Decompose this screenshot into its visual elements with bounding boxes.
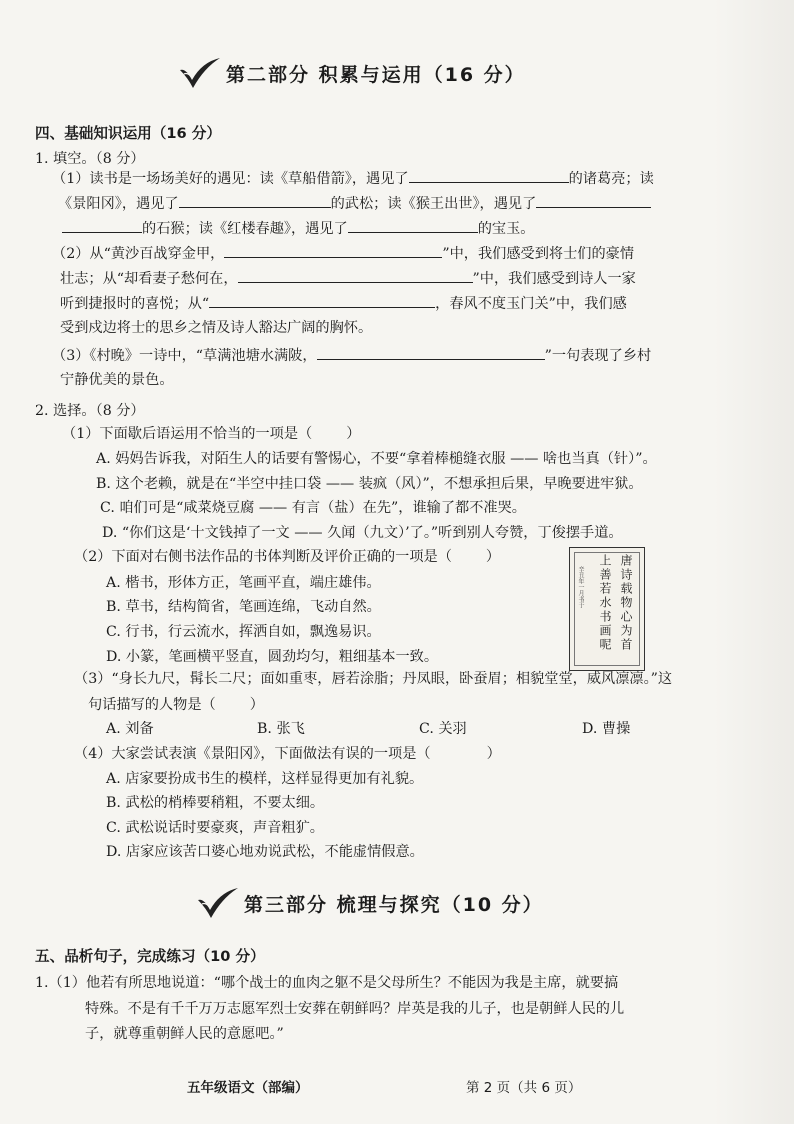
q1-item1-text: （1）读书是一场场美好的遇见：读《草船借箭》，遇见了	[52, 171, 409, 187]
fill-blank-1[interactable]	[409, 168, 569, 183]
q1-item1-text: 的诸葛亮；读	[568, 171, 654, 187]
q1-item1-text: 的宝玉。	[477, 221, 535, 237]
scan-shadow	[714, 0, 794, 1124]
section5-q1-line1: 1.（1）他若有所思地说道：“哪个战士的血肉之躯不是父母所生？不能因为我是主席，就要搞	[35, 975, 619, 991]
section5-q1-line3: 子，就尊重朝鲜人民的意愿吧。”	[85, 1026, 284, 1042]
q1-item2-text: ”中，我们感受到诗人一家	[472, 271, 636, 287]
q1-item1-line3	[62, 218, 534, 239]
q2-s1-stem-text: ）	[346, 426, 361, 442]
q2-s4-stem-text: ）	[486, 746, 501, 762]
part2-title: 第二部分 积累与运用（16 分）	[226, 63, 526, 86]
section5-q1-line2: 特殊。不是有千千万万志愿军烈士安葬在朝鲜吗？岸英是我的儿子，也是朝鲜人民的儿	[85, 1001, 625, 1017]
section5-heading: 五、品析句子，完成练习（10 分）	[35, 948, 265, 965]
q2-s4-option-d: D. 店家应该苦口婆心地劝说武松，不能虚情假意。	[106, 844, 424, 860]
q2-s4-option-a: A. 店家要扮成书生的模样，这样显得更加有礼貌。	[106, 771, 424, 787]
fill-blank-5[interactable]	[224, 243, 442, 258]
fill-blank-3b[interactable]	[62, 218, 142, 233]
q2-s2-option-c: C. 行书，行云流水，挥洒自如，飘逸易识。	[106, 624, 381, 640]
footer-page-number: 第 2 页（共 6 页）	[466, 1080, 582, 1096]
calligraphy-artwork	[569, 547, 645, 671]
fill-blank-7[interactable]	[209, 293, 435, 308]
q2-s1-stem	[62, 424, 360, 444]
q2-s4-stem-text: （4）大家尝试表演《景阳冈》，下面做法有误的一项是（	[74, 746, 431, 762]
q2-s3-stem-text: ）	[249, 697, 264, 713]
checkmark-icon	[196, 886, 240, 920]
q1-item2-line3	[60, 293, 627, 314]
part3-banner	[196, 886, 544, 920]
q2-s1-option-d: D. “你们这是‘十文钱掉了一文 —— 久闻（九文）’了。”听到别人夸赞，丁俊摆手道。	[102, 525, 623, 541]
q1-item2-text: （2）从“黄沙百战穿金甲，	[52, 246, 225, 262]
q2-s4-option-b: B. 武松的梢棒要稍粗，不要太细。	[106, 795, 325, 811]
q2-s2-option-b: B. 草书，结构简省，笔画连绵，飞动自然。	[106, 599, 381, 615]
q2-s4-option-c: C. 武松说话时要豪爽，声音粗犷。	[106, 820, 324, 836]
calligraphy-text: 上善若水	[598, 554, 612, 610]
q2-s2-option-a: A. 楷书，形体方正，笔画平直，端庄雄伟。	[106, 575, 381, 591]
fill-blank-3[interactable]	[536, 193, 651, 208]
calligraphy-column-1	[618, 554, 633, 652]
calligraphy-text: 心为首	[619, 610, 633, 652]
q2-s2-stem	[74, 547, 500, 567]
q1-item2-line1	[52, 243, 634, 264]
q2-s1-option-c: C. 咱们可是“咸菜烧豆腐 —— 有言（盐）在先”，谁输了都不准哭。	[100, 500, 526, 516]
q1-item2-line4: 受到戍边将士的思乡之情及诗人豁达广阔的胸怀。	[60, 320, 373, 336]
calligraphy-column-2	[597, 554, 612, 652]
calligraphy-inscription: 辛丑年一月书于	[577, 566, 584, 608]
q2-s3-option-b: B. 张飞	[257, 721, 305, 737]
q2-s2-stem-text: （2）下面对右侧书法作品的书体判断及评价正确的一项是（	[74, 549, 452, 565]
q1-item3-text: （3）《村晚》一诗中，“草满池塘水满陂，	[52, 348, 317, 364]
q2-s3-option-c: C. 关羽	[419, 721, 467, 737]
q2-s4-stem	[74, 744, 501, 764]
section4-heading: 四、基础知识运用（16 分）	[35, 125, 221, 142]
q2-label: 2. 选择。（8 分）	[35, 403, 145, 419]
q1-item1-line1	[52, 168, 654, 189]
q1-item3-text: ”一句表现了乡村	[544, 348, 652, 364]
q2-s3-option-d: D. 曹操	[582, 721, 631, 737]
q2-s2-stem-text: ）	[485, 549, 501, 565]
q2-s3-option-a: A. 刘备	[106, 721, 154, 737]
part3-title: 第三部分 梳理与探究（10 分）	[244, 893, 544, 916]
q1-label: 1. 填空。（8 分）	[35, 151, 145, 167]
q1-item2-text: ，春风不度玉门关”中，我们感	[435, 296, 627, 312]
calligraphy-text: 唐诗载物	[619, 554, 633, 610]
q1-item2-text: ”中，我们感受到将士们的豪情	[442, 246, 635, 262]
fill-blank-4[interactable]	[348, 218, 478, 233]
q1-item2-line2	[60, 268, 636, 289]
fill-blank-2[interactable]	[179, 193, 331, 208]
part2-banner	[178, 56, 526, 90]
footer-subject: 五年级语文（部编）	[187, 1080, 309, 1096]
q2-s3-stem-text: 句话描写的人物是（	[88, 697, 216, 713]
calligraphy-text: 书画呢	[598, 610, 612, 652]
q2-s1-option-a: A. 妈妈告诉我，对陌生人的话要有警惕心，不要“拿着棒槌缝衣服 —— 啥也当真（针）”。	[96, 451, 657, 467]
checkmark-icon	[178, 56, 222, 90]
q2-s2-option-d: D. 小篆，笔画横平竖直，圆劲均匀，粗细基本一致。	[106, 649, 439, 665]
q2-s1-stem-text: （1）下面歇后语运用不恰当的一项是（	[62, 426, 313, 442]
q1-item3-line1	[52, 345, 651, 366]
fill-blank-6[interactable]	[238, 268, 473, 283]
q2-s1-option-b: B. 这个老赖，就是在“半空中挂口袋 —— 装疯（风）”，不想承担后果，早晚要进牢狱。	[96, 476, 643, 492]
q1-item1-text: 的石猴；读《红楼春趣》，遇见了	[142, 221, 348, 237]
q1-item1-line2	[58, 193, 651, 214]
q1-item1-text: 《景阳冈》，遇见了	[58, 196, 179, 212]
q1-item1-text: 的武松；读《猴王出世》，遇见了	[330, 196, 537, 212]
q2-s3-stem-line1: （3）“身长九尺，髯长二尺；面如重枣，唇若涂脂；丹凤眼，卧蚕眉；相貌堂堂，威风凛凛。”这	[74, 671, 673, 687]
q1-item3-line2: 宁静优美的景色。	[60, 372, 174, 388]
q2-s3-stem-line2	[88, 695, 264, 715]
q1-item2-text: 听到捷报时的喜悦；从“	[60, 296, 210, 312]
fill-blank-8[interactable]	[317, 345, 545, 360]
q1-item2-text: 壮志；从“却看妻子愁何在，	[60, 271, 238, 287]
